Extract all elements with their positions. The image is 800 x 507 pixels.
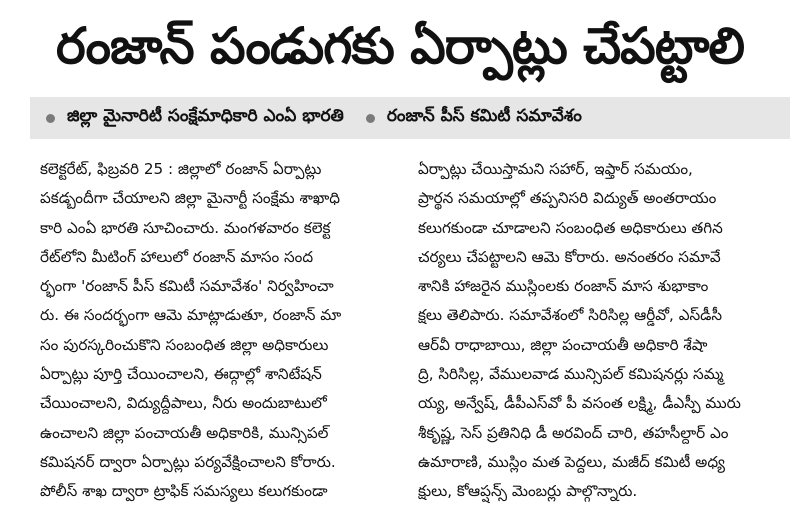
text-line: చేయించాలని, విద్యుద్దీపాలు, నీరు అందుబాటులో: [40, 394, 327, 413]
text-line: క్షులు, కోఆప్షన్స్ మెంబర్లు పాల్గొన్నారు.: [418, 482, 638, 501]
text-line: ఉమారాణి, ముస్లిం మత పెద్దలు, మజీద్ కమిటీ అధ్య: [418, 452, 725, 471]
bullet-icon: [366, 114, 375, 123]
headline: రంజాన్ పండుగకు ఏర్పాట్లు చేపట్టాలి: [55, 17, 745, 75]
subheading-bar: [30, 97, 790, 139]
text-line: ఉంచాలని జిల్లా పంచాయతీ అధికారికి, మున్సిపల్: [40, 423, 329, 442]
text-line: సం పురస్కరించుకొని సంబంధిత జిల్లా అధికారులు: [40, 335, 329, 354]
subheading-1: [46, 106, 344, 130]
text-line: ఏర్పాట్లు చేయిస్తామని సహార్, ఇఫ్తార్ సమయం,: [418, 160, 693, 178]
article-column-left: [40, 155, 405, 507]
text-line: ఏర్పాట్లు పూర్తి చేయించాలని, ఈద్గాల్లో శానిటేషన్: [40, 365, 322, 384]
article-column-right: [418, 155, 783, 507]
text-line: పోలీస్ శాఖ ద్వారా ట్రాఫిక్ సమస్యలు కలుగకుండా: [40, 482, 328, 501]
text-line: కలుగకుండా చూడాలని సంబంధిత అధికారులు తగిన: [418, 218, 723, 237]
text-line: కమిషనర్ ద్వారా ఏర్పాట్లు పర్యవేక్షించాలని కోరారు.: [40, 452, 336, 471]
subheading-2: [366, 106, 582, 130]
text-line: పకడ్బందీగా చేయాలని జిల్లా మైనార్టీ సంక్షేమ శాఖాధి: [40, 189, 340, 208]
text-line: రేట్‌లోని మీటింగ్ హాలులో రంజాన్ మాసం సంద: [40, 247, 314, 266]
text-line: కలెక్టరేట్, ఫిబ్రవరి 25 : జిల్లాలో రంజాన్ ఏర్పాట్లు: [40, 160, 322, 178]
text-line: చర్యలు చేపట్టాలని ఆమె కోరారు. అనంతరం సమావే: [418, 247, 721, 266]
text-line: కారి ఎంఏ భారతి సూచించారు. మంగళవారం కలెక్ట: [40, 218, 331, 237]
text-line: శానికి హాజరైన ముస్లింలకు రంజాన్ మాస శుభాకాం: [418, 277, 709, 296]
text-line: య్య, అన్వేష్, డీపీఎస్‌వో పీ వసంత లక్ష్మి, డీఎస్పీ మురు: [418, 394, 741, 413]
text-line: ఆర్‌వీ రాధాబాయి, జిల్లా పంచాయతీ అధికారి శేషా: [418, 335, 708, 354]
bullet-icon: [46, 114, 55, 123]
subheading-text: జిల్లా మైనారిటీ సంక్షేమాధికారి ఎంఏ భారతి: [67, 106, 344, 126]
text-line: ద్రి, సిరిసిల్ల, వేములవాడ మున్సిపల్ కమిషనర్లు సమ్మ: [418, 365, 724, 384]
subheading-text: రంజాన్ పీస్ కమిటీ సమావేశం: [386, 106, 582, 126]
text-line: రు. ఈ సందర్భంగా ఆమె మాట్లాడుతూ, రంజాన్ మా: [40, 306, 342, 325]
text-line: శీకృష్ణ, సెస్ ప్రతినిధి డీ అరవింద్ చారి, తహసీల్దార్ ఎం: [418, 423, 729, 442]
text-line: ర్భంగా 'రంజాన్ పీస్ కమిటీ సమావేశం' నిర్వహించా: [40, 277, 334, 296]
text-line: క్షలు తెలిపారు. సమావేశంలో సిరిసిల్ల ఆర్డీవో, ఎస్‌డీసీ: [418, 306, 723, 325]
text-line: ప్రార్థన సమయాల్లో తప్పనిసరి విద్యుత్ అంతరాయం: [418, 189, 717, 208]
